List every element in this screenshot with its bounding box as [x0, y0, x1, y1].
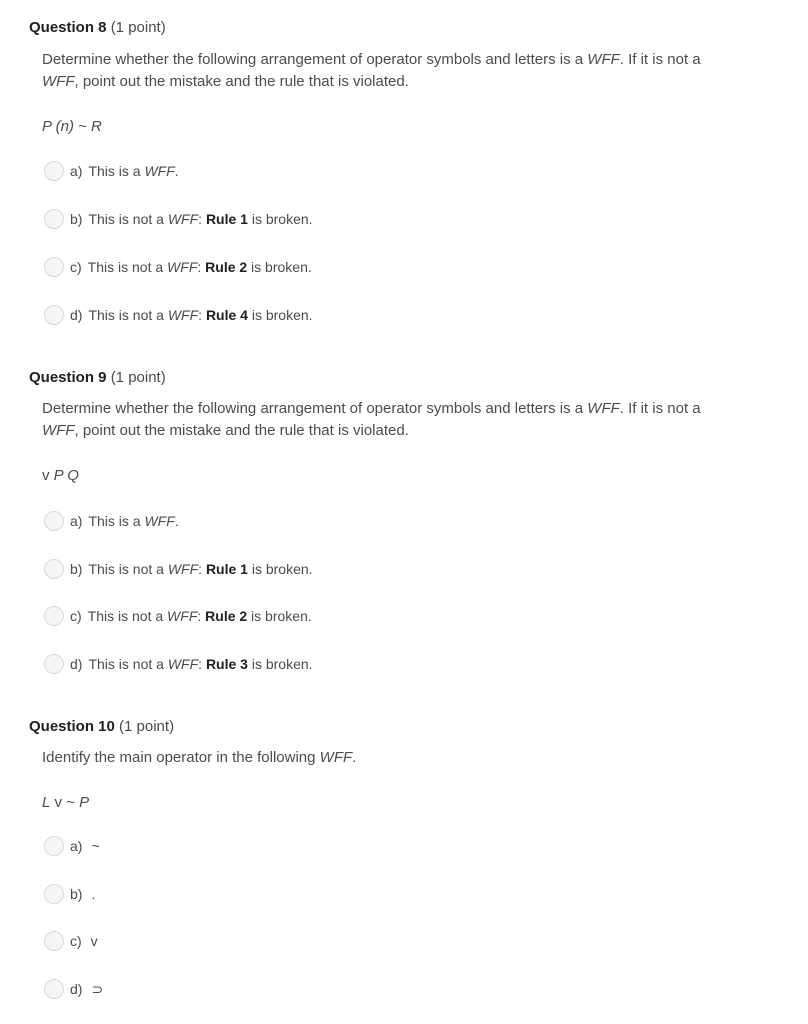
question-prompt: Determine whether the following arrangement of operator symbols and letters is a WFF. If it is not a WFF, point out the mistake and the rule that is violated. — [42, 51, 701, 90]
answer-option-c[interactable] — [44, 605, 312, 627]
option-letter: c) — [70, 608, 82, 624]
question-number: Question 10 — [29, 718, 115, 735]
question-prompt: Determine whether the following arrangement of operator symbols and letters is a WFF. If it is not a WFF, point out the mistake and the rule that is violated. — [42, 400, 701, 439]
question-9-heading — [29, 369, 166, 386]
question-points: (1 point) — [119, 718, 175, 735]
radio-button[interactable] — [44, 654, 64, 674]
question-expression: L v ~ P — [42, 794, 90, 811]
radio-button[interactable] — [44, 884, 64, 904]
option-text: This is a WFF. — [88, 163, 179, 179]
option-letter: c) — [70, 933, 82, 949]
option-symbol: . — [91, 886, 96, 902]
option-symbol: v — [90, 933, 98, 949]
option-letter: c) — [70, 259, 82, 275]
answer-option-a[interactable] — [44, 160, 179, 182]
option-letter: a) — [70, 163, 83, 179]
question-number: Question 8 — [29, 19, 107, 36]
radio-button[interactable] — [44, 931, 64, 951]
option-text: This is a WFF. — [88, 513, 179, 529]
option-text: This is not a WFF: Rule 3 is broken. — [88, 656, 313, 672]
answer-option-c[interactable] — [44, 256, 312, 278]
option-text: This is not a WFF: Rule 4 is broken. — [88, 307, 313, 323]
answer-option-c[interactable] — [44, 930, 98, 952]
radio-button[interactable] — [44, 209, 64, 229]
option-symbol: ~ — [91, 838, 100, 854]
option-letter: a) — [70, 513, 83, 529]
radio-button[interactable] — [44, 305, 64, 325]
answer-option-b[interactable] — [44, 883, 95, 905]
question-expression: v P Q — [42, 467, 79, 484]
radio-button[interactable] — [44, 979, 64, 999]
radio-button[interactable] — [44, 836, 64, 856]
answer-option-d[interactable] — [44, 978, 103, 1000]
question-expression: P (n) ~ R — [42, 118, 102, 135]
radio-button[interactable] — [44, 511, 64, 531]
question-10-heading — [29, 718, 174, 735]
answer-option-d[interactable] — [44, 304, 313, 326]
option-symbol: ⊃ — [91, 980, 104, 997]
option-letter: a) — [70, 838, 83, 854]
option-text: This is not a WFF: Rule 2 is broken. — [87, 259, 312, 275]
question-prompt: Identify the main operator in the following WFF. — [42, 749, 357, 766]
answer-option-b[interactable] — [44, 558, 313, 580]
option-letter: b) — [70, 211, 83, 227]
radio-button[interactable] — [44, 161, 64, 181]
radio-button[interactable] — [44, 606, 64, 626]
question-points: (1 point) — [110, 19, 166, 36]
option-text: This is not a WFF: Rule 2 is broken. — [87, 608, 312, 624]
radio-button[interactable] — [44, 257, 64, 277]
option-letter: d) — [70, 656, 83, 672]
question-points: (1 point) — [110, 369, 166, 386]
answer-option-d[interactable] — [44, 653, 313, 675]
radio-button[interactable] — [44, 559, 64, 579]
answer-option-a[interactable] — [44, 835, 100, 857]
option-letter: b) — [70, 886, 83, 902]
option-letter: b) — [70, 561, 83, 577]
question-8-heading — [29, 19, 166, 36]
answer-option-a[interactable] — [44, 510, 179, 532]
option-letter: d) — [70, 981, 83, 997]
option-text: This is not a WFF: Rule 1 is broken. — [88, 211, 313, 227]
option-text: This is not a WFF: Rule 1 is broken. — [88, 561, 313, 577]
answer-option-b[interactable] — [44, 208, 313, 230]
question-number: Question 9 — [29, 369, 107, 386]
option-letter: d) — [70, 307, 83, 323]
